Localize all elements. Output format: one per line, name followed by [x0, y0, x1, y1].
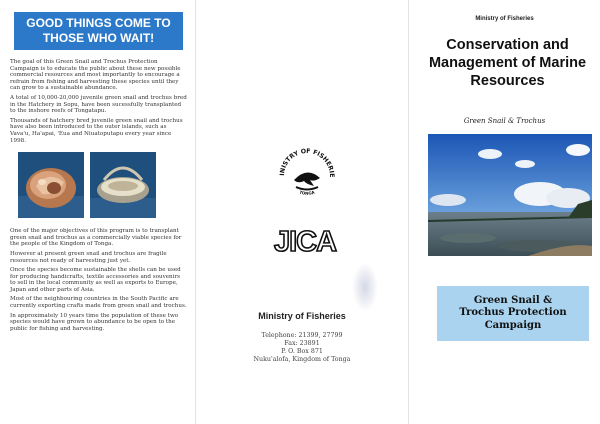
brochure-title: Conservation and Management of Marine Resources [428, 37, 587, 89]
paragraph-outer-islands: Thousands of hatchery bred juvenile green snail and trochus have also been introduced to the outer islands, such as Vava'u, Ha'apai, 'Eua and Niuatoputapu every year since 1998. [10, 117, 183, 144]
ministry-name: Ministry of Fisheries [258, 311, 346, 321]
svg-text:JICA: JICA [273, 226, 337, 257]
campaign-title-box [437, 286, 589, 341]
svg-text:MINISTRY OF FISHERIES: INISTRY OF FISHERIE [278, 147, 336, 178]
paragraph-goal: The goal of this Green Snail and Trochus Protection Campaign is to educate the public about these new possible commercial resources and most importantly to encourage a refrain from fishing and harvesting these species until they can grow to a sustainable abundance. [10, 59, 181, 92]
svg-text:TONGA: TONGA [298, 189, 316, 196]
telephone: Telephone: 21399, 27799 [261, 332, 343, 339]
campaign-line-2: Trochus Protection [459, 307, 567, 319]
contact-details [195, 332, 409, 364]
brochure-subtitle: Green Snail & Trochus [463, 117, 546, 125]
coastal-reef-photo [428, 134, 592, 256]
ministry-emblem-icon [274, 140, 340, 206]
headline-banner: GOOD THINGS COME TO THOSE WHO WAIT! [14, 12, 183, 50]
paper-stain [352, 262, 378, 312]
paragraph-ten-years: In approximately 10 years time the population of these two species would have grown to abundance to be open to the public for fishing and harvesting. [10, 312, 179, 332]
po-box: P. O. Box 871 [281, 348, 323, 355]
trochus-shell-basket-photo [90, 152, 156, 218]
paragraph-objectives: One of the major objectives of this program is to transplant green snail and trochus as a commercially viable species for the people of the Kingdom of Tonga. [10, 228, 182, 248]
fax: Fax: 23891 [284, 340, 320, 347]
campaign-line-3: Campaign [484, 319, 542, 331]
paragraph-fragile: However at present green snail and trochus are fragile resources not ready of harvesting just yet. [10, 250, 167, 264]
paragraph-transplant: A total of 10,000-20,000 juvenile green snail and trochus bred in the Hatchery in Sopu, have been sucessfully transplanted to the inshore reefs of Tongatapu. [10, 94, 187, 115]
ministry-header: Ministry of Fisheries [475, 16, 534, 22]
shell-photos [18, 152, 187, 218]
paragraph-neighbours: Most of the neighbouring countries in the South Pacific are currently exporting crafts made from green snail and trochus. [10, 296, 187, 310]
green-snail-shell-photo [18, 152, 84, 218]
address: Nuku'alofa, Kingdom of Tonga [253, 356, 351, 363]
campaign-line-1: Green Snail & [473, 294, 553, 306]
jica-logo [265, 223, 345, 257]
paragraph-handicrafts: Once the species become sustainable the shells can be used for producing handicrafts, textile accessories and souvenirs to sell in the local community as well as exports to Europe, Japan and other parts of Asia. [10, 267, 181, 293]
left-panel [0, 0, 195, 424]
